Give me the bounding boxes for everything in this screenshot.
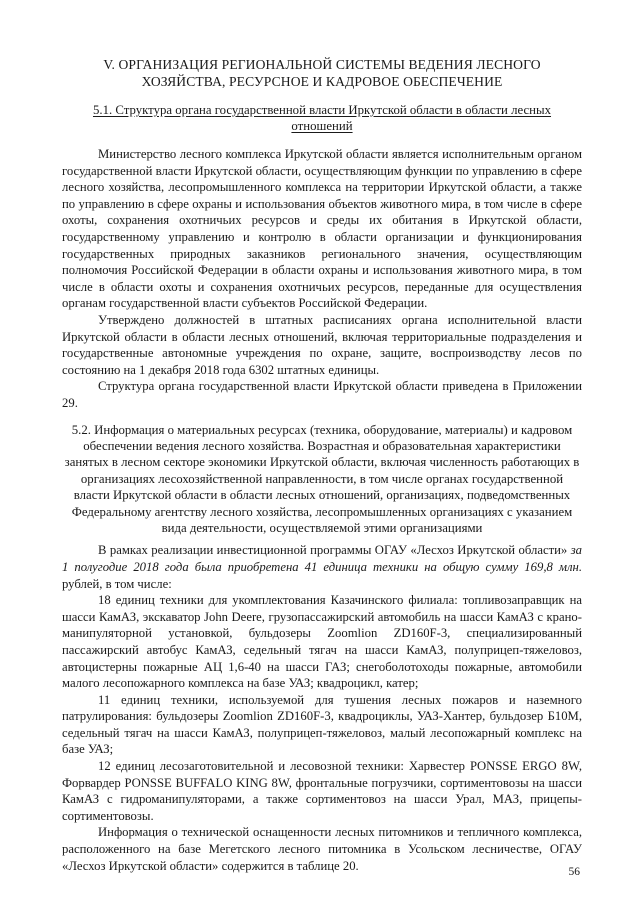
subsection-heading-5-2	[62, 422, 582, 537]
paragraph	[62, 542, 582, 592]
subsection-heading-5-1	[62, 102, 582, 134]
paragraph-italic-text: за 1 полугодие 2018 года была приобретена 41 единица техники на общую сумму 169,8 млн.	[62, 543, 582, 574]
spacer	[62, 412, 582, 422]
paragraph: Утверждено должностей в штатных расписаниях органа исполнительной власти Иркутской области в области лесных отношений, включая территориальные подразделения и государственные автономные учреждения по охране, защите, воспроизводству лесов по состоянию на 1 декабря 2018 года 6302 штатных единицы.	[62, 312, 582, 377]
paragraph: Структура органа государственной власти Иркутской области приведена в Приложении 29.	[62, 379, 582, 410]
paragraph-text: В рамках реализации инвестиционной программы ОГАУ «Лесхоз Иркутской области»	[98, 543, 571, 558]
subsection-heading-5-1-text: 5.1. Структура органа государственной власти Иркутской области в области лесных отношений	[92, 103, 552, 133]
paragraph-text: рублей, в том числе:	[62, 576, 172, 591]
subsection-heading-5-2-text: 5.2. Информация о материальных ресурсах (техника, оборудование, материалы) и кадровом обеспечении ведения лесного хозяйства. Возрастная и образовательная характеристики занятых в лесном секторе экономики Иркутской области, включая численность работающих в организациях лесохозяйственной направленности, в том числе органах государственной власти Иркутской области в области лесных отношений, организациях, подведомственных Федеральному агентству лесного хозяйства, лесопромышленных организациях с указанием вида деятельности, осуществляемой этими организациями	[64, 422, 580, 535]
paragraph: 18 единиц техники для укомплектования Казачинского филиала: топливозаправщик на шасси КамАЗ, экскаватор John Deere, грузопассажирский автомобиль на шасси КамАЗ с крано-манипуляторной установкой, бульдозеры Zoomlion ZD160F-3, специализированный пассажирский автобус КамАЗ, седельный тягач на шасси КамАЗ, полуприцеп-тяжеловоз, автоцистерны пожарные АЦ 1,6-40 на шасси ГАЗ; снегоболотоходы пожарные, автомобили малого лесопожарного комплекса на базе УАЗ; квадроцикл, катер;	[62, 593, 582, 691]
paragraph: 12 единиц лесозаготовительной и лесовозной техники: Харвестер PONSSE ERGO 8W, Форвардер PONSSE BUFFALO KING 8W, фронтальные погрузчики, сортиментовозы на шасси КамАЗ с гидроманипуляторами, а также сортиментовоз на шасси Урал, МАЗ, прицепы-сортиментовозы.	[62, 759, 582, 823]
section-title: V. ОРГАНИЗАЦИЯ РЕГИОНАЛЬНОЙ СИСТЕМЫ ВЕДЕНИЯ ЛЕСНОГО ХОЗЯЙСТВА, РЕСУРСНОЕ И КАДРОВОЕ ОБЕСПЕЧЕНИЕ	[103, 57, 541, 89]
paragraph: Министерство лесного комплекса Иркутской области является исполнительным органом государственной власти Иркутской области, осуществляющим функции по управлению в сфере лесного хозяйства, лесопромышленного комплекса на территории Иркутской области, а также по управлению в сфере охраны и использования объектов животного мира, в том числе в сфере охоты, сохранения охотничьих ресурсов и среды их обитания в Иркутской области, государственному управлению и контролю в области организации и функционирования государственных природных заказников регионального значения, осуществляющим полномочия Российской Федерации в области охраны и использования животного мира, в том числе в области охоты и сохранения охотничьих ресурсов, переданные для осуществления органам государственной власти субъектов Российской Федерации.	[62, 147, 582, 311]
page-number: 56	[568, 866, 580, 878]
page-content	[62, 56, 582, 874]
paragraph: 11 единиц техники, используемой для тушения лесных пожаров и наземного патрулирования: бульдозеры Zoomlion ZD160F-3, квадроциклы, УАЗ-Хантер, бульдозер Б10М, седельный тягач на шасси КамАЗ, полуприцеп-тяжеловоз, малый лесопожарный комплекс на базе УАЗ;	[62, 692, 582, 757]
paragraph: Информация о технической оснащенности лесных питомников и тепличного комплекса, расположенного на базе Мегетского лесного питомника в Усольском лесничестве, ОГАУ «Лесхоз Иркутской области» содержится в таблице 20.	[62, 825, 582, 873]
